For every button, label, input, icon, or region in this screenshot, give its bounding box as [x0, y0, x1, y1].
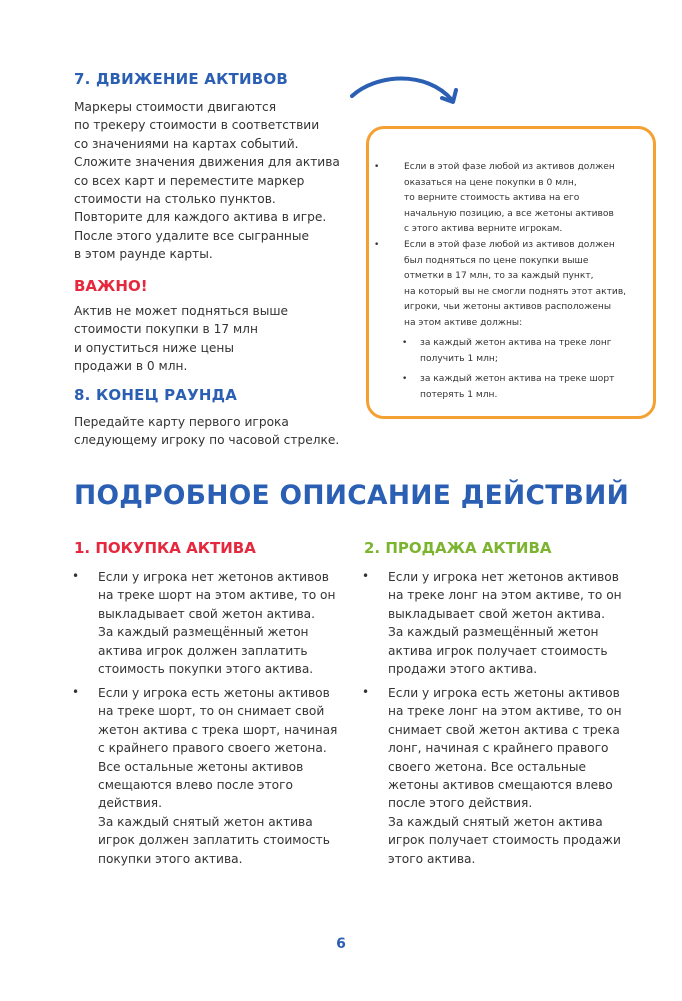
text-line: оказаться на цене покупки в 0 млн,: [404, 177, 577, 188]
text-line: игрок получает стоимость продажи: [388, 833, 621, 848]
text-line: актива игрок должен заплатить: [98, 643, 308, 658]
text-line: покупки этого актива.: [98, 851, 243, 866]
text-line: После этого удалите все сыгранные: [74, 228, 309, 243]
text-line: жетон актива с трека шорт, начиная: [98, 722, 338, 737]
text-line: Повторите для каждого актива в игре.: [74, 210, 327, 225]
text-line: со значениями на картах событий.: [74, 136, 299, 151]
important-paragraph: [74, 302, 288, 376]
text-line: За каждый размещённый жетон: [98, 625, 309, 640]
text-line: стоимости на столько пунктов.: [74, 192, 276, 207]
bullet-dot-icon: •: [374, 162, 380, 172]
text-line: стоимости покупки в 17 млн: [74, 322, 258, 337]
page-title: ПОДРОБНОЕ ОПИСАНИЕ ДЕЙСТВИЙ: [74, 480, 630, 511]
text-line: в этом раунде карты.: [74, 247, 213, 262]
text-line: своего жетона. Все остальные: [388, 759, 587, 774]
bullet-dot-icon: •: [362, 569, 370, 583]
text-line: Маркеры стоимости двигаются: [74, 100, 277, 114]
sell-bullet-1: [362, 568, 622, 678]
text-line: на треке лонг на этом активе, то он: [388, 704, 622, 719]
text-line: игрок должен заплатить стоимость: [98, 833, 330, 848]
text-line: стоимость покупки этого актива.: [98, 662, 314, 677]
text-line: смещаются влево после этого: [98, 778, 293, 793]
text-line: за каждый жетон актива на треке лонг: [420, 338, 612, 348]
section-7-paragraph: [74, 98, 340, 264]
text-line: Если у игрока есть жетоны активов: [388, 686, 620, 700]
text-line: действия.: [98, 796, 162, 811]
text-line: продажи этого актива.: [388, 662, 538, 677]
text-line: Все остальные жетоны активов: [98, 759, 304, 774]
sell-bullet-2: [362, 684, 622, 868]
sell-heading: 2. ПРОДАЖА АКТИВА: [364, 539, 552, 557]
text-line: на который вы не смогли поднять этот актив,: [404, 286, 627, 297]
section-8-paragraph: [74, 413, 339, 450]
bullet-dot-icon: •: [402, 374, 408, 384]
buy-heading: 1. ПОКУПКА АКТИВА: [74, 539, 256, 557]
text-line: Если в этой фазе любой из активов должен: [404, 162, 615, 172]
text-line: начальную позицию, а все жетоны активов: [404, 208, 614, 219]
buy-bullet-2: [72, 684, 338, 868]
text-line: на этом активе должны:: [404, 317, 523, 328]
text-line: Если у игрока есть жетоны активов: [98, 686, 330, 700]
text-line: выкладывает свой жетон актива.: [388, 606, 605, 621]
text-line: Если у игрока нет жетонов активов: [98, 570, 329, 584]
text-line: актива игрок получает стоимость: [388, 643, 608, 658]
text-line: За каждый снятый жетон актива: [98, 814, 313, 829]
text-line: за каждый жетон актива на треке шорт: [420, 374, 615, 384]
text-line: жетоны активов смещаются влево: [388, 778, 613, 793]
text-line: был подняться по цене покупки выше: [404, 255, 589, 266]
text-line: За каждый размещённый жетон: [388, 625, 599, 640]
text-line: на треке шорт, то он снимает свой: [98, 704, 325, 719]
important-heading: ВАЖНО!: [74, 277, 148, 295]
callout-bullet-1: [374, 160, 615, 238]
text-line: по трекеру стоимости в соответствии: [74, 118, 320, 133]
text-line: получить 1 млн;: [420, 353, 498, 364]
section-7-heading: 7. ДВИЖЕНИЕ АКТИВОВ: [74, 70, 288, 88]
bullet-dot-icon: •: [72, 569, 80, 583]
text-line: следующему игроку по часовой стрелке.: [74, 433, 340, 448]
bullet-dot-icon: •: [72, 685, 80, 699]
text-line: с этого актива верните игрокам.: [404, 224, 563, 235]
curved-arrow-icon: [346, 70, 466, 110]
bullet-dot-icon: •: [362, 685, 370, 699]
text-line: Если у игрока нет жетонов активов: [388, 570, 619, 584]
text-line: лонг, начиная с крайнего правого: [388, 741, 609, 756]
text-line: после этого действия.: [388, 796, 533, 811]
text-line: на треке шорт на этом активе, то он: [98, 588, 336, 603]
text-line: отметки в 17 млн, то за каждый пункт,: [404, 271, 594, 282]
text-line: Если в этой фазе любой из активов должен: [404, 240, 615, 250]
text-line: игроки, чьи жетоны активов расположены: [404, 302, 611, 313]
callout-sub-bullet-1: [402, 336, 612, 367]
buy-bullet-1: [72, 568, 336, 678]
text-line: на треке лонг на этом активе, то он: [388, 588, 622, 603]
text-line: Актив не может подняться выше: [74, 304, 289, 318]
text-line: снимает свой жетон актива с трека: [388, 722, 620, 737]
text-line: то верните стоимость актива на его: [404, 193, 580, 204]
text-line: потерять 1 млн.: [420, 389, 498, 400]
section-8-heading: 8. КОНЕЦ РАУНДА: [74, 386, 237, 404]
bullet-dot-icon: •: [374, 240, 380, 250]
bullet-dot-icon: •: [402, 338, 408, 348]
text-line: За каждый снятый жетон актива: [388, 814, 603, 829]
callout-bullet-2: [374, 238, 627, 332]
text-line: с крайнего правого своего жетона.: [98, 741, 327, 756]
text-line: и опуститься ниже цены: [74, 340, 234, 355]
text-line: со всех карт и переместите маркер: [74, 173, 305, 188]
callout-sub-bullet-2: [402, 372, 615, 403]
text-line: Передайте карту первого игрока: [74, 415, 289, 429]
page-number: 6: [336, 936, 346, 952]
text-line: выкладывает свой жетон актива.: [98, 606, 315, 621]
text-line: продажи в 0 млн.: [74, 359, 188, 374]
text-line: этого актива.: [388, 851, 476, 866]
text-line: Сложите значения движения для актива: [74, 155, 340, 170]
